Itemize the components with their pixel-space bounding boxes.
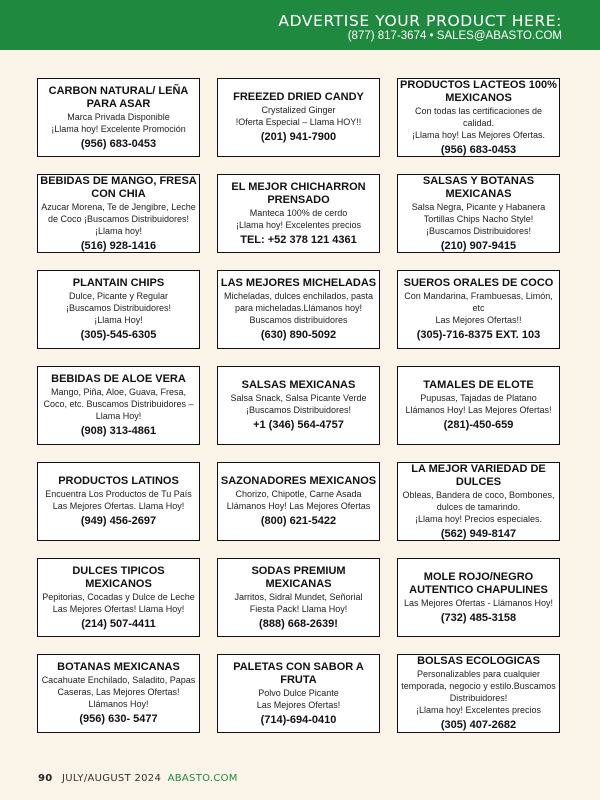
listing-description: Azucar Morena, Te de Jengibre, Leche de Coco ¡Buscamos Distribuidores! ¡Llama hoy!: [41, 201, 196, 236]
listing-description: Dulce, Picante y Regular: [68, 291, 169, 301]
listing-card: [37, 558, 200, 637]
listing-phone[interactable]: (281)-450-659: [443, 419, 514, 431]
listing-description: ¡Llama Hoy!: [94, 315, 143, 325]
listing-card: [217, 366, 380, 445]
listing-phone[interactable]: TEL: +52 378 121 4361: [240, 233, 357, 246]
listing-phone[interactable]: (949) 456-2697: [80, 515, 157, 527]
listing-card: [217, 174, 380, 253]
listing-title: PALETAS CON SABOR A FRUTA: [233, 660, 364, 686]
listing-description: Tortillas Chips Nacho Style!: [423, 213, 534, 224]
listing-title: SALSAS MEXICANAS: [241, 379, 356, 391]
listing-description: Fiesta Pack! Llama Hoy!: [249, 603, 348, 614]
listing-card: [37, 462, 200, 541]
page-number: 90: [38, 773, 53, 784]
listing-phone[interactable]: (214) 507-4411: [81, 617, 156, 630]
listing-phone[interactable]: (800) 621-5422: [260, 515, 337, 527]
listing-phone[interactable]: (305)-545-6305: [80, 329, 157, 341]
listing-description: Las Mejores Ofertas. Llama Hoy!: [52, 501, 185, 511]
listing-description: Micheladas, dulces enchilados, pasta para micheladas.Llámanos hoy! Buscamos distribuidores: [223, 291, 374, 325]
banner-contact[interactable]: (877) 817-3674 • SALES@ABASTO.COM: [347, 30, 562, 42]
listing-card: [37, 174, 200, 253]
listing-description: ¡Buscamos Distribuidores!: [425, 225, 532, 236]
listing-title: BOLSAS ECOLOGICAS: [417, 655, 540, 667]
listing-phone[interactable]: (630) 890-5092: [260, 329, 337, 341]
listing-description: Llámanos Hoy! Las Mejores Ofertas!: [405, 405, 552, 415]
listing-card: [217, 558, 380, 637]
listing-card: [397, 558, 560, 637]
listing-title: SUEROS ORALES DE COCO: [403, 277, 554, 289]
listing-description: Obleas, Bandera de coco, Bombones, dulces de tamarindo.: [402, 489, 555, 512]
listing-description: Las Mejores Ofertas!!: [435, 315, 522, 325]
banner-title: ADVERTISE YOUR PRODUCT HERE:: [278, 12, 562, 30]
listing-description: ¡Llama hoy! Excelentes precios: [415, 705, 542, 715]
listing-title: PLANTAIN CHIPS: [72, 277, 165, 289]
listing-card: [397, 270, 560, 349]
listing-description: Personalizables para cualquier temporada, negocio y estilo.Buscamos Distribuidores!: [401, 669, 556, 703]
listing-card: [397, 462, 560, 541]
listing-title: SODAS PREMIUM MEXICANAS: [251, 564, 346, 590]
listing-title: PRODUCTOS LATINOS: [58, 475, 179, 487]
listing-phone[interactable]: +1 (346) 564-4757: [253, 419, 344, 431]
listing-card: [37, 78, 200, 157]
listing-title: SAZONADORES MEXICANOS: [220, 475, 377, 487]
listing-description: Chorizo, Chipotle, Carne Asada: [235, 489, 362, 499]
listing-description: Salsa Negra, Picante y Habanera: [411, 201, 546, 212]
listing-title: SALSAS Y BOTANAS MEXICANAS: [422, 174, 535, 200]
listing-description: ¡Llama hoy! Excelentes precios: [235, 219, 362, 230]
classified-listings-grid: [37, 78, 582, 733]
listing-description: Las Mejores Ofertas!: [256, 699, 341, 710]
listing-card: [217, 462, 380, 541]
listing-phone[interactable]: (305)-716-8375 EXT. 103: [416, 329, 541, 341]
listing-card: [217, 78, 380, 157]
listing-description: Jarritos, Sidral Mundet, Señorial: [234, 591, 363, 602]
listing-card: [397, 174, 560, 253]
listing-description: Cacahuate Enchilado, Saladito, Papas Caseras, Las Mejores Ofertas!: [41, 675, 196, 697]
listing-description: ¡Llama hoy! Excelente Promoción: [51, 123, 186, 134]
listing-description: ¡Buscamos Distribuidores!: [245, 405, 352, 415]
listing-phone[interactable]: (714)-694-0410: [260, 713, 337, 726]
listing-description: Marca Privada Disponible: [67, 111, 170, 122]
listing-description: Encuentra Los Productos de Tu País: [45, 489, 192, 499]
listing-description: ¡Buscamos Distribuidores!: [65, 303, 172, 313]
listing-description: Con Mandarina, Frambuesas, Limón, etc: [404, 291, 553, 313]
listing-description: Pupusas, Tajadas de Platano: [420, 393, 537, 403]
listing-description: Las Mejores Ofertas - Llámanos Hoy!: [403, 597, 554, 608]
listing-title: FREEZED DRIED CANDY: [233, 91, 364, 103]
listing-title: TAMALES DE ELOTE: [423, 379, 534, 391]
listing-title: EL MEJOR CHICHARRON PRENSADO: [231, 180, 366, 206]
listing-title: BEBIDAS DE ALOE VERA: [51, 373, 186, 385]
listing-title: MOLE ROJO/NEGRO AUTENTICO CHAPULINES: [409, 570, 548, 596]
listing-description: Polvo Dulce Picante: [258, 687, 339, 698]
listing-phone[interactable]: (888) 668-2639!: [259, 617, 338, 630]
listing-phone[interactable]: (732) 485-3158: [440, 611, 517, 624]
listing-title: LAS MEJORES MICHELADAS: [220, 277, 377, 289]
listing-description: Crystalized Ginger: [261, 105, 336, 115]
site-link[interactable]: ABASTO.COM: [167, 773, 238, 784]
listing-description: ¡Llama hoy! Precios especiales.: [414, 513, 543, 524]
listing-phone[interactable]: (201) 941-7900: [260, 131, 337, 143]
listing-card: [37, 270, 200, 349]
listing-phone[interactable]: (562) 949-8147: [440, 527, 517, 540]
listing-card: [397, 78, 560, 157]
listing-card: [37, 366, 200, 445]
listing-title: DULCES TIPICOS MEXICANOS: [72, 564, 165, 590]
listing-description: !Oferta Especial – Llama HOY!!: [235, 117, 362, 127]
listing-card: [217, 654, 380, 733]
listing-phone[interactable]: (956) 683-0453: [440, 143, 517, 156]
listing-description: Llámanos Hoy! Las Mejores Ofertas: [226, 501, 371, 511]
listing-description: Llámanos Hoy!: [88, 699, 149, 709]
listing-phone[interactable]: (908) 313-4861: [80, 425, 157, 437]
listing-description: Manteca 100% de cerdo: [249, 207, 348, 218]
listing-title: BEBIDAS DE MANGO, FRESA CON CHIA: [40, 174, 197, 200]
listing-card: [217, 270, 380, 349]
listing-description: Con todas las certificaciones de calidad.: [414, 105, 543, 128]
listing-description: Pepitorias, Cocadas y Dulce de Leche: [42, 591, 195, 602]
listing-phone[interactable]: (956) 683-0453: [80, 137, 157, 150]
listing-title: LA MEJOR VARIEDAD DE DULCES: [411, 462, 546, 488]
listing-phone[interactable]: (516) 928-1416: [80, 239, 157, 252]
advertise-banner: [0, 0, 600, 50]
listing-title: CARBON NATURAL/ LEÑA PARA ASAR: [48, 84, 189, 110]
listing-card: [37, 654, 200, 733]
listing-title: PRODUCTOS LACTEOS 100% MEXICANOS: [400, 78, 557, 104]
listing-card: [397, 366, 560, 445]
listing-card: [397, 654, 560, 733]
page-footer: [38, 773, 238, 784]
listing-description: ¡Llama hoy! Las Mejores Ofertas.: [411, 129, 546, 140]
issue-date: JULY/AUGUST 2024: [62, 773, 162, 784]
listing-title: BOTANAS MEXICANAS: [57, 661, 180, 673]
listing-phone[interactable]: (956) 630- 5477: [79, 713, 158, 725]
listing-description: Salsa Snack, Salsa Picante Verde: [230, 393, 367, 403]
listing-description: Mango, Piña, Aloe, Guava, Fresa, Coco, etc. Buscamos Distribuidores – Llama Hoy!: [43, 387, 194, 421]
listing-phone[interactable]: (210) 907-9415: [440, 239, 517, 252]
listing-phone[interactable]: (305) 407-2682: [440, 719, 517, 731]
listing-description: Las Mejores Ofertas! Llama Hoy!: [52, 603, 185, 614]
